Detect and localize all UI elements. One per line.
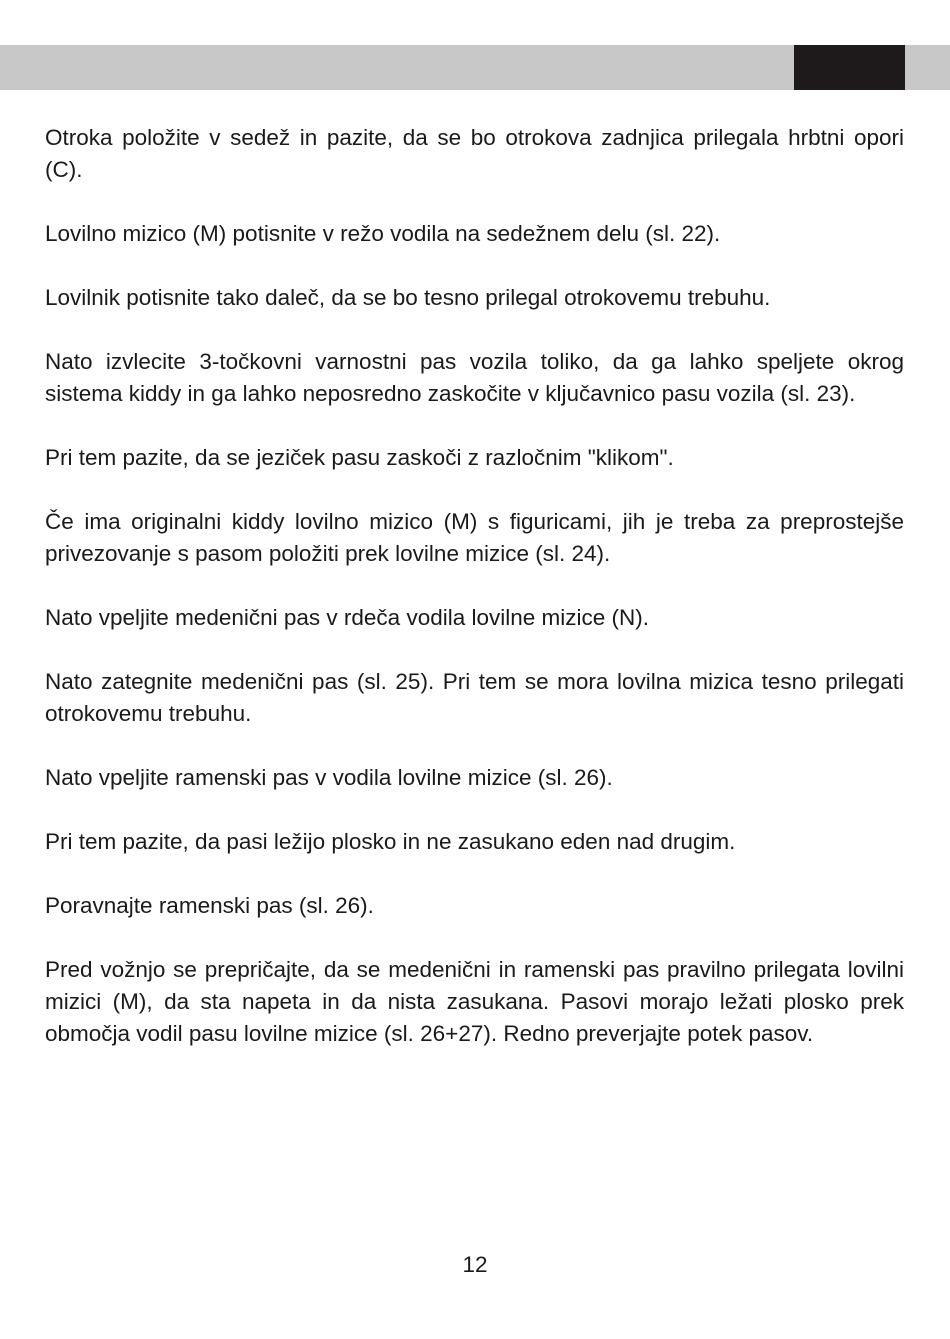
page-number: 12 (462, 1252, 488, 1277)
paragraph-12: Pred vožnjo se prepričajte, da se medenični in ramenski pas pravilno prilegata lovilni mizici (M), da sta napeta in da nista zasukana. Pasovi morajo ležati plosko prek območja vodil pasu lovilne mizice (sl. 26+27). Redno preverjajte potek pasov. (45, 957, 904, 1046)
page-content (45, 122, 904, 1082)
header-block (794, 45, 905, 90)
paragraph-9: Nato vpeljite ramenski pas v vodila lovilne mizice (sl. 26). (45, 765, 613, 790)
paragraph-11: Poravnajte ramenski pas (sl. 26). (45, 893, 374, 918)
paragraph-8: Nato zategnite medenični pas (sl. 25). Pri tem se mora lovilna mizica tesno prilegati otrokovemu trebuhu. (45, 669, 904, 726)
paragraph-7: Nato vpeljite medenični pas v rdeča vodila lovilne mizice (N). (45, 605, 650, 630)
paragraph-6: Če ima originalni kiddy lovilno mizico (M) s figuricami, jih je treba za preprostejše privezovanje s pasom položiti prek lovilne mizice (sl. 24). (45, 509, 904, 566)
paragraph-4: Nato izvlecite 3-točkovni varnostni pas vozila toliko, da ga lahko speljete okrog sistema kiddy in ga lahko neposredno zaskočite v ključavnico pasu vozila (sl. 23). (45, 349, 904, 406)
paragraph-1: Otroka položite v sedež in pazite, da se bo otrokova zadnjica prilegala hrbtni opori (C). (45, 125, 904, 182)
paragraph-2: Lovilno mizico (M) potisnite v režo vodila na sedežnem delu (sl. 22). (45, 221, 721, 246)
paragraph-5: Pri tem pazite, da se jeziček pasu zaskoči z razločnim "klikom". (45, 445, 674, 470)
paragraph-3: Lovilnik potisnite tako daleč, da se bo tesno prilegal otrokovemu trebuhu. (45, 285, 771, 310)
paragraph-10: Pri tem pazite, da pasi ležijo plosko in ne zasukano eden nad drugim. (45, 829, 736, 854)
